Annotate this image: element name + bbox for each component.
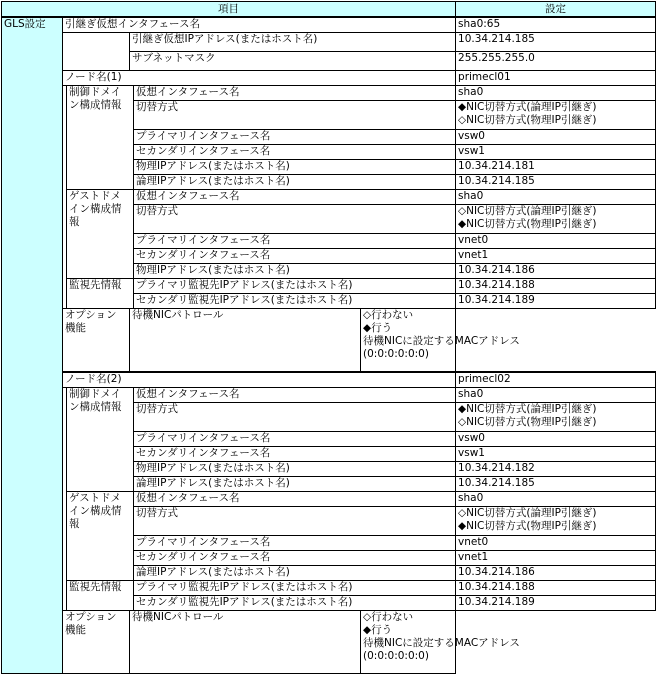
node1-guest-primary-value[interactable]: vnet0: [456, 234, 656, 249]
node1-label: ノード名(1): [63, 71, 456, 86]
node2-guest-vif-value[interactable]: sha0: [456, 492, 656, 507]
node2-guest-secondary-label: セカンダリインタフェース名: [134, 551, 456, 566]
node1-control-primary-value[interactable]: vsw0: [456, 130, 656, 145]
node1-control-secondary-label: セカンダリインタフェース名: [134, 145, 456, 160]
gls-settings-table: [1, 1, 656, 674]
node2-guest-ip-value[interactable]: 10.34.214.186: [456, 566, 656, 581]
node1-monitor-primary-value[interactable]: 10.34.214.188: [456, 279, 656, 294]
node2-control-secondary-value[interactable]: vsw1: [456, 447, 656, 462]
node2-guest-ip-label: 論理IPアドレス(またはホスト名): [134, 566, 456, 581]
node2-control-vif-label: 仮想インタフェース名: [134, 388, 456, 403]
node1-patrol-opt1[interactable]: ◇行わない: [363, 309, 414, 321]
node2-guest-label: ゲストドメイン構成情報: [67, 492, 134, 581]
node2-monitor-primary-label: プライマリ監視先IPアドレス(またはホスト名): [134, 581, 456, 596]
node1-guest-secondary-value[interactable]: vnet1: [456, 249, 656, 264]
node2-option-label: オプション機能: [63, 611, 130, 674]
node1-guest-label: ゲストドメイン構成情報: [67, 190, 134, 279]
node2-control-primary-label: プライマリインタフェース名: [134, 432, 456, 447]
header-setting: 設定: [456, 2, 656, 18]
node1-patrol-opt2[interactable]: ◆行う: [363, 322, 393, 334]
node2-guest-secondary-value[interactable]: vnet1: [456, 551, 656, 566]
gls-label: GLS設定: [2, 17, 63, 674]
node1-control-secondary-value[interactable]: vsw1: [456, 145, 656, 160]
node1-patrol-mac-value[interactable]: (0:0:0:0:0:0): [363, 348, 429, 360]
node1-control-switch-label: 切替方式: [134, 101, 456, 130]
node1-control-switch-value[interactable]: [456, 101, 656, 130]
node1-option-label: オプション機能: [63, 309, 130, 373]
node2-patrol-mac-label: 待機NICに設定するMACアドレス: [363, 637, 520, 649]
node1-guest-ip-label: 物理IPアドレス(またはホスト名): [134, 264, 456, 279]
node1-control-logical-ip-label: 論理IPアドレス(またはホスト名): [134, 175, 456, 190]
node2-patrol-opt1[interactable]: ◇行わない: [363, 611, 414, 623]
node1-guest-switch-opt1[interactable]: ◇NIC切替方式(論理IP引継ぎ): [458, 205, 597, 217]
node1-monitor-label: 監視先情報: [67, 279, 134, 309]
node1-guest-ip-value[interactable]: 10.34.214.186: [456, 264, 656, 279]
node2-control-logical-ip-value[interactable]: 10.34.214.185: [456, 477, 656, 492]
node2-control-secondary-label: セカンダリインタフェース名: [134, 447, 456, 462]
takeover-ip-value[interactable]: 10.34.214.185: [456, 33, 656, 52]
node1-name[interactable]: primecl01: [456, 71, 656, 86]
header-row: [2, 2, 656, 18]
node2-control-physical-ip-label: 物理IPアドレス(またはホスト名): [134, 462, 456, 477]
node1-control-physical-ip-label: 物理IPアドレス(またはホスト名): [134, 160, 456, 175]
node2-patrol-opt2[interactable]: ◆行う: [363, 624, 393, 636]
node2-control-logical-ip-label: 論理IPアドレス(またはホスト名): [134, 477, 456, 492]
node2-guest-switch-opt1[interactable]: ◇NIC切替方式(論理IP引継ぎ): [458, 507, 597, 519]
node2-control-switch-value[interactable]: [456, 403, 656, 432]
node2-monitor-label: 監視先情報: [67, 581, 134, 611]
node2-control-vif-value[interactable]: sha0: [456, 388, 656, 403]
node2-guest-vif-label: 仮想インタフェース名: [134, 492, 456, 507]
node2-control-physical-ip-value[interactable]: 10.34.214.182: [456, 462, 656, 477]
node2-control-switch-opt1[interactable]: ◆NIC切替方式(論理IP引継ぎ): [458, 403, 597, 415]
node2-guest-switch-value[interactable]: [456, 507, 656, 536]
node2-guest-switch-label: 切替方式: [134, 507, 456, 536]
node1-monitor-secondary-value[interactable]: 10.34.214.189: [456, 294, 656, 309]
node1-guest-vif-label: 仮想インタフェース名: [134, 190, 456, 205]
node1-control-vif-label: 仮想インタフェース名: [134, 86, 456, 101]
node1-control-physical-ip-value[interactable]: 10.34.214.181: [456, 160, 656, 175]
node2-name[interactable]: primecl02: [456, 372, 656, 388]
node2-patrol-label: 待機NICパトロール: [130, 611, 361, 674]
node1-guest-switch-opt2[interactable]: ◆NIC切替方式(物理IP引継ぎ): [458, 218, 597, 230]
node1-guest-secondary-label: セカンダリインタフェース名: [134, 249, 456, 264]
node2-guest-primary-value[interactable]: vnet0: [456, 536, 656, 551]
node1-control-label: 制御ドメイン構成情報: [67, 86, 134, 190]
subnet-label: サブネットマスク: [130, 52, 456, 71]
node1-patrol-label: 待機NICパトロール: [130, 309, 361, 373]
node1-monitor-primary-label: プライマリ監視先IPアドレス(またはホスト名): [134, 279, 456, 294]
node2-guest-primary-label: プライマリインタフェース名: [134, 536, 456, 551]
header-item: 項目: [2, 2, 456, 18]
node1-control-primary-label: プライマリインタフェース名: [134, 130, 456, 145]
node2-monitor-primary-value[interactable]: 10.34.214.188: [456, 581, 656, 596]
node2-guest-switch-opt2[interactable]: ◆NIC切替方式(物理IP引継ぎ): [458, 520, 597, 532]
node2-patrol-mac-value[interactable]: (0:0:0:0:0:0): [363, 650, 429, 662]
node2-control-switch-label: 切替方式: [134, 403, 456, 432]
takeover-if-value[interactable]: sha0:65: [456, 17, 656, 33]
node2-control-switch-opt2[interactable]: ◇NIC切替方式(物理IP引継ぎ): [458, 416, 597, 428]
node1-control-switch-opt1[interactable]: ◆NIC切替方式(論理IP引継ぎ): [458, 101, 597, 113]
subnet-value[interactable]: 255.255.255.0: [456, 52, 656, 71]
node1-patrol-value[interactable]: [361, 309, 520, 373]
takeover-ip-label: 引継ぎ仮想IPアドレス(またはホスト名): [130, 33, 456, 52]
node1-guest-switch-label: 切替方式: [134, 205, 456, 234]
node2-label: ノード名(2): [63, 372, 456, 388]
node1-guest-primary-label: プライマリインタフェース名: [134, 234, 456, 249]
node2-monitor-secondary-label: セカンダリ監視先IPアドレス(またはホスト名): [134, 596, 456, 611]
node2-monitor-secondary-value[interactable]: 10.34.214.189: [456, 596, 656, 611]
node2-patrol-value[interactable]: [361, 611, 520, 674]
node1-guest-switch-value[interactable]: [456, 205, 656, 234]
node2-control-primary-value[interactable]: vsw0: [456, 432, 656, 447]
node1-patrol-mac-label: 待機NICに設定するMACアドレス: [363, 335, 520, 347]
takeover-if-label: 引継ぎ仮想インタフェース名: [63, 17, 456, 33]
node1-control-logical-ip-value[interactable]: 10.34.214.185: [456, 175, 656, 190]
node2-control-label: 制御ドメイン構成情報: [67, 388, 134, 492]
node1-guest-vif-value[interactable]: sha0: [456, 190, 656, 205]
node1-control-switch-opt2[interactable]: ◇NIC切替方式(物理IP引継ぎ): [458, 114, 597, 126]
node1-monitor-secondary-label: セカンダリ監視先IPアドレス(またはホスト名): [134, 294, 456, 309]
node1-control-vif-value[interactable]: sha0: [456, 86, 656, 101]
